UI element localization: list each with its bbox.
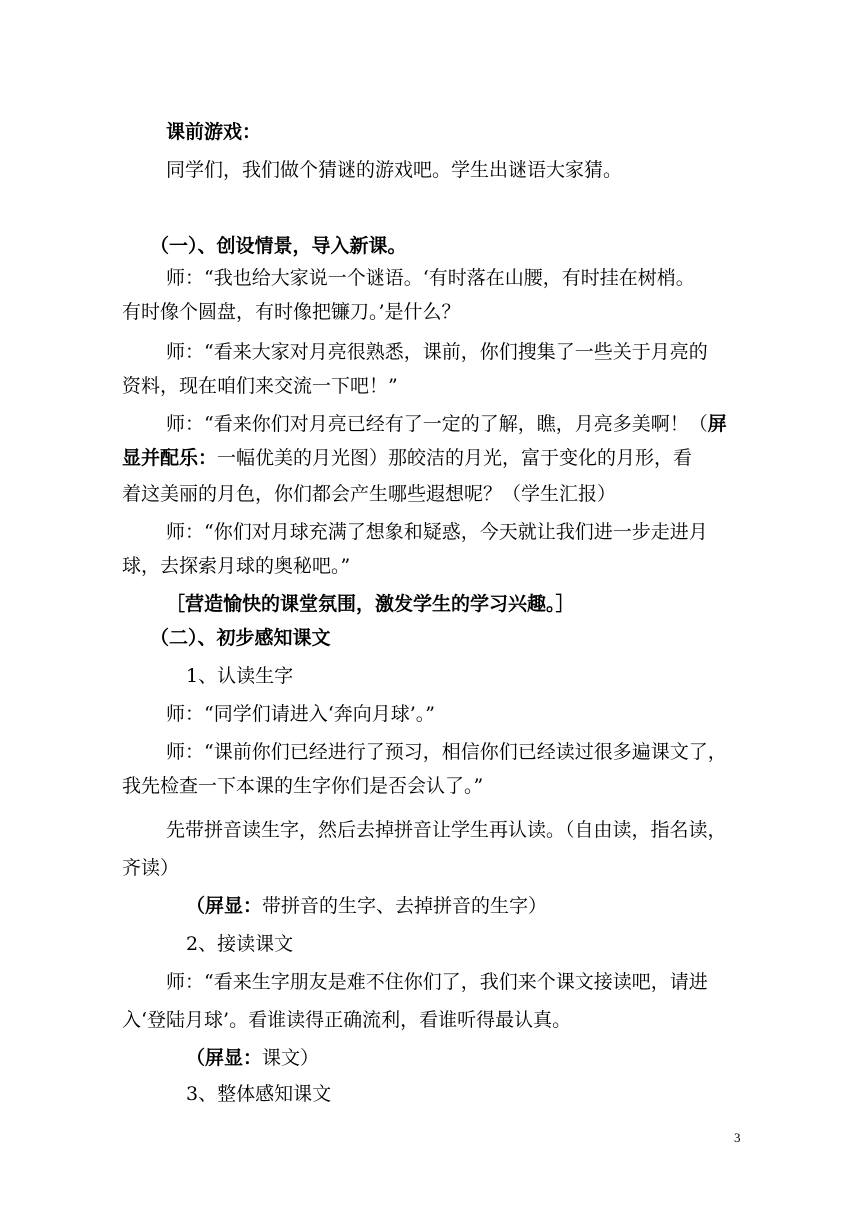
subheading-line: 3、整体感知课文: [186, 1083, 332, 1105]
paragraph-line: [166, 412, 727, 436]
section-heading-2: （二）、初步感知课文: [150, 627, 331, 649]
text-run-bold: （屏显：: [186, 895, 263, 917]
paragraph-line: 师：“你们对月球充满了想象和疑惑，今天就让我们进一步走进月: [166, 521, 708, 543]
text-run: 一幅优美的月光图）那皎洁的月光，富于变化的月形，看: [217, 447, 693, 469]
subheading-line: 1、认读生字: [186, 665, 294, 687]
paragraph-line: [122, 446, 692, 470]
paragraph-line: 同学们，我们做个猜谜的游戏吧。学生出谜语大家猜。: [166, 159, 623, 181]
text-run: 师：“看来你们对月亮已经有了一定的了解，瞧，月亮多美啊！（: [166, 413, 708, 435]
paragraph-line: 入‘登陆月球’。看谁读得正确流利，看谁听得最认真。: [122, 1009, 572, 1031]
paragraph-line: 有时像个圆盘，有时像把镰刀。’是什么？: [122, 301, 461, 323]
paragraph-line: 师：“看来生字朋友是难不住你们了，我们来个课文接读吧，请进: [166, 971, 708, 993]
paragraph-line: 师：“看来大家对月亮很熟悉，课前，你们搜集了一些关于月亮的: [166, 341, 708, 363]
bold-note: ［营造愉快的课堂氛围，激发学生的学习兴趣。］: [166, 593, 575, 615]
paragraph-line: 着这美丽的月色，你们都会产生哪些遐想呢？（学生汇报）: [122, 483, 617, 505]
text-run-bold: （屏显：: [186, 1047, 263, 1069]
heading-pre-class-game: 课前游戏：: [166, 121, 262, 143]
paragraph-line: [186, 1046, 319, 1070]
text-run: 带拼音的生字、去掉拼音的生字）: [262, 895, 548, 917]
text-run-bold: 显并配乐：: [122, 447, 218, 469]
section-heading-1: （一）、创设情景，导入新课。: [150, 235, 407, 257]
text-run: 课文）: [262, 1047, 320, 1069]
paragraph-line: 我先检查一下本课的生字你们是否会认了。”: [122, 775, 484, 797]
paragraph-line: 师：“同学们请进入‘奔向月球’。”: [166, 703, 436, 725]
text-run-bold: 屏: [707, 413, 727, 435]
paragraph-line: 先带拼音读生字，然后去掉拼音让学生再认读。（自由读，指名读，: [166, 819, 727, 841]
paragraph-line: 师：“课前你们已经进行了预习，相信你们已经读过很多遍课文了，: [166, 741, 727, 763]
paragraph-line: 师：“我也给大家说一个谜语。‘有时落在山腰，有时挂在树梢。: [166, 267, 695, 289]
paragraph-line: 球，去探索月球的奥秘吧。”: [122, 555, 351, 577]
paragraph-line: [186, 894, 547, 918]
paragraph-line: 齐读）: [122, 857, 180, 879]
page-number: 3: [734, 1130, 741, 1145]
paragraph-line: 资料，现在咱们来交流一下吧！”: [122, 375, 398, 397]
subheading-line: 2、接读课文: [186, 933, 294, 955]
